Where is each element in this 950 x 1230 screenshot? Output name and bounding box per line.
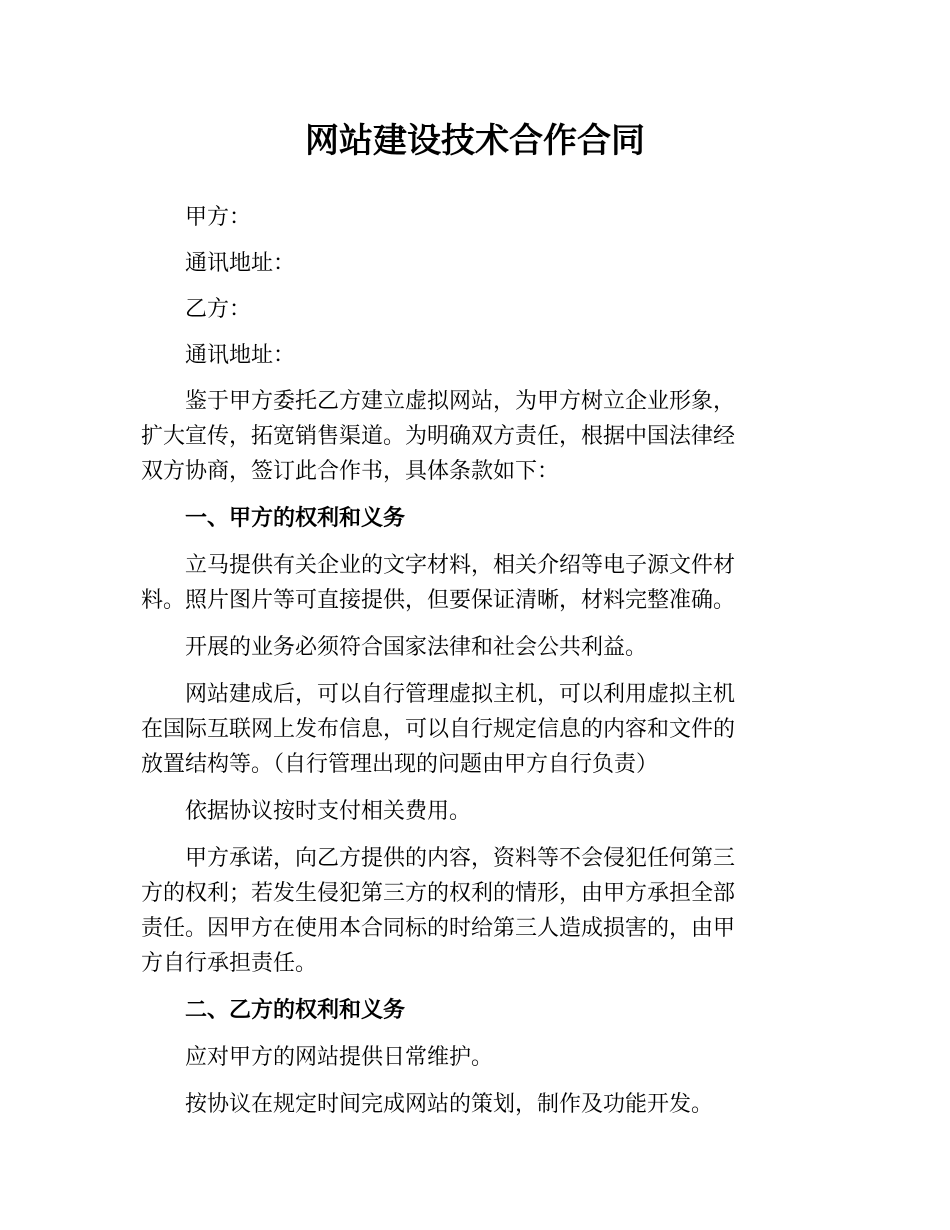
paragraph-line: 按协议在规定时间完成网站的策划，制作及功能开发。	[185, 1092, 714, 1117]
section-1-heading: 一、甲方的权利和义务	[185, 506, 406, 531]
document-title: 网站建设技术合作合同	[305, 121, 645, 161]
section-1-paragraph-1	[141, 548, 813, 618]
paragraph-line: 依据协议按时支付相关费用。	[185, 799, 472, 824]
paragraph-line: 料。照片图片等可直接提供，但要保证清晰，材料完整准确。	[141, 588, 736, 613]
paragraph-line: 网站建成后，可以自行管理虚拟主机，可以利用虚拟主机	[185, 682, 736, 707]
party-b-address-label: 通讯地址：	[185, 343, 296, 368]
preamble-line: 鉴于甲方委托乙方建立虚拟网站，为甲方树立企业形象，	[185, 389, 736, 414]
paragraph-line: 放置结构等。（自行管理出现的问题由甲方自行负责）	[141, 752, 659, 777]
section-1-paragraph-5	[141, 841, 813, 981]
paragraph-line: 应对甲方的网站提供日常维护。	[185, 1045, 494, 1070]
preamble-line: 双方协商，签订此合作书，具体条款如下：	[141, 459, 560, 484]
preamble-paragraph	[141, 384, 813, 489]
section-1-paragraph-3	[141, 677, 813, 782]
party-a-address-label: 通讯地址：	[185, 251, 296, 276]
section-2-paragraph-1	[141, 1040, 813, 1075]
paragraph-line: 在国际互联网上发布信息，可以自行规定信息的内容和文件的	[141, 717, 736, 742]
section-1-paragraph-2	[141, 630, 813, 665]
paragraph-line: 甲方承诺，向乙方提供的内容，资料等不会侵犯任何第三	[185, 846, 736, 871]
party-a-label: 甲方：	[185, 205, 252, 230]
paragraph-line: 方自行承担责任。	[141, 951, 318, 976]
section-1-paragraph-4	[141, 794, 813, 829]
paragraph-line: 立马提供有关企业的文字材料，相关介绍等电子源文件材	[185, 553, 736, 578]
document-body	[141, 200, 813, 1122]
preamble-line: 扩大宣传，拓宽销售渠道。为明确双方责任，根据中国法律经	[141, 424, 736, 449]
section-2-heading: 二、乙方的权利和义务	[185, 998, 406, 1023]
paragraph-line: 开展的业务必须符合国家法律和社会公共利益。	[185, 635, 648, 660]
paragraph-line: 责任。因甲方在使用本合同标的时给第三人造成损害的，由甲	[141, 916, 736, 941]
paragraph-line: 方的权利；若发生侵犯第三方的权利的情形，由甲方承担全部	[141, 881, 736, 906]
section-2-paragraph-2	[141, 1087, 813, 1122]
party-b-label: 乙方：	[185, 297, 252, 322]
